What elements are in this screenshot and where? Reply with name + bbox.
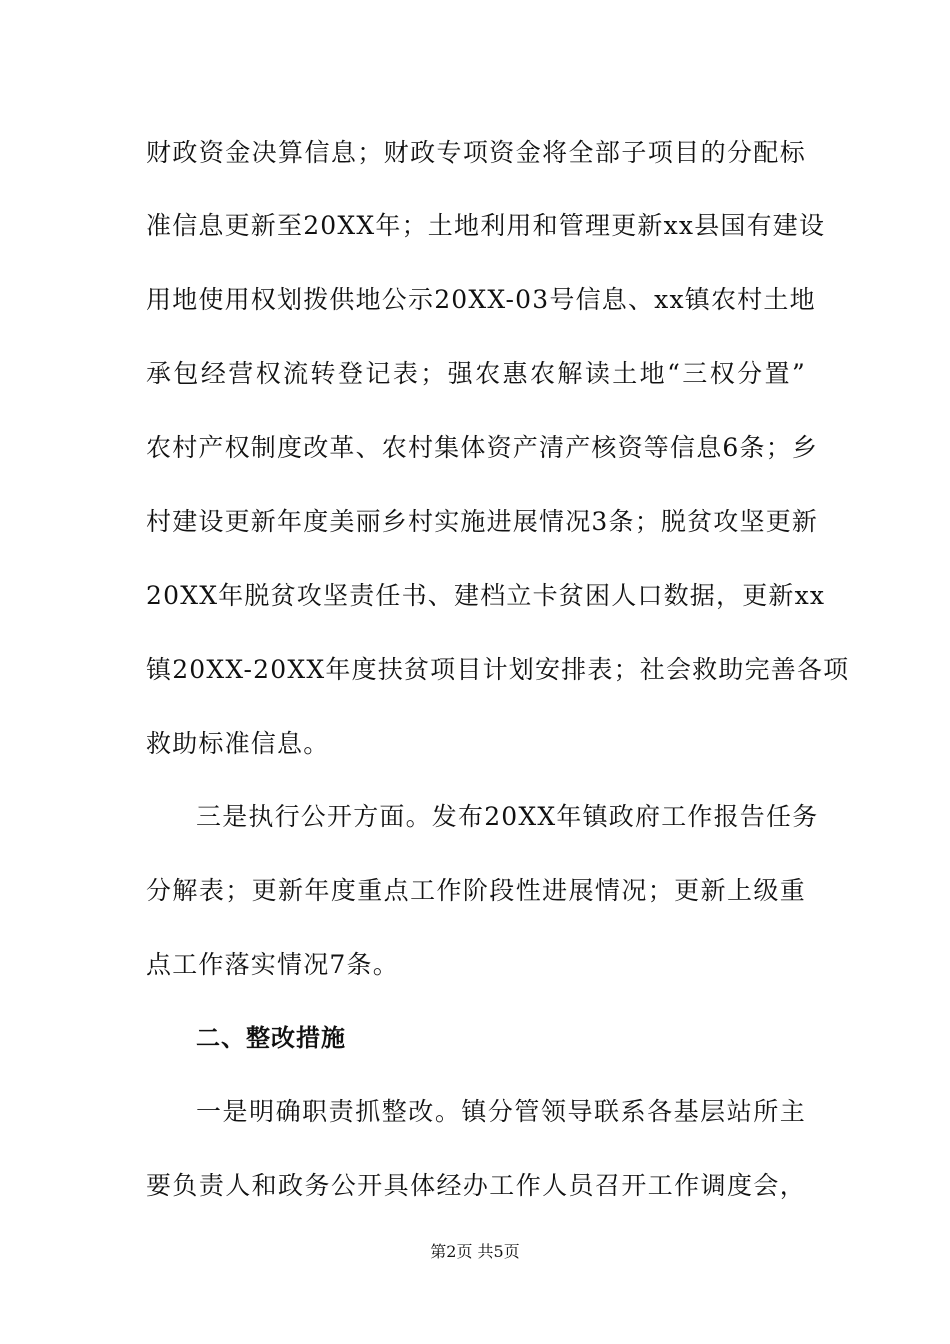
body-line: 财政资金决算信息；财政专项资金将全部子项目的分配标 bbox=[146, 138, 806, 167]
body-line: 准信息更新至20XX年；土地利用和管理更新xx县国有建设 bbox=[146, 211, 826, 240]
body-line: 点工作落实情况7条。 bbox=[146, 950, 399, 979]
section-heading: 二、整改措施 bbox=[196, 1024, 346, 1052]
paragraph-first-line: 一是明确职责抓整改。镇分管领导联系各基层站所主 bbox=[196, 1097, 806, 1126]
body-line: 救助标准信息。 bbox=[146, 729, 330, 758]
body-line: 镇20XX-20XX年度扶贫项目计划安排表；社会救助完善各项 bbox=[146, 655, 850, 684]
paragraph-first-line: 三是执行公开方面。发布20XX年镇政府工作报告任务 bbox=[196, 802, 819, 831]
body-line: 分解表；更新年度重点工作阶段性进展情况；更新上级重 bbox=[146, 876, 806, 905]
body-line: 农村产权制度改革、农村集体资产清产核资等信息6条；乡 bbox=[146, 433, 819, 462]
body-line: 要负责人和政务公开具体经办工作人员召开工作调度会， bbox=[146, 1171, 806, 1200]
body-line: 承包经营权流转登记表；强农惠农解读土地“三权分置” bbox=[146, 359, 806, 388]
body-line: 用地使用权划拨供地公示20XX-03号信息、xx镇农村土地 bbox=[146, 285, 816, 314]
body-line: 村建设更新年度美丽乡村实施进展情况3条；脱贫攻坚更新 bbox=[146, 507, 819, 536]
body-line: 20XX年脱贫攻坚责任书、建档立卡贫困人口数据，更新xx bbox=[146, 581, 826, 610]
page-number-footer: 第2页 共5页 bbox=[430, 1242, 520, 1261]
